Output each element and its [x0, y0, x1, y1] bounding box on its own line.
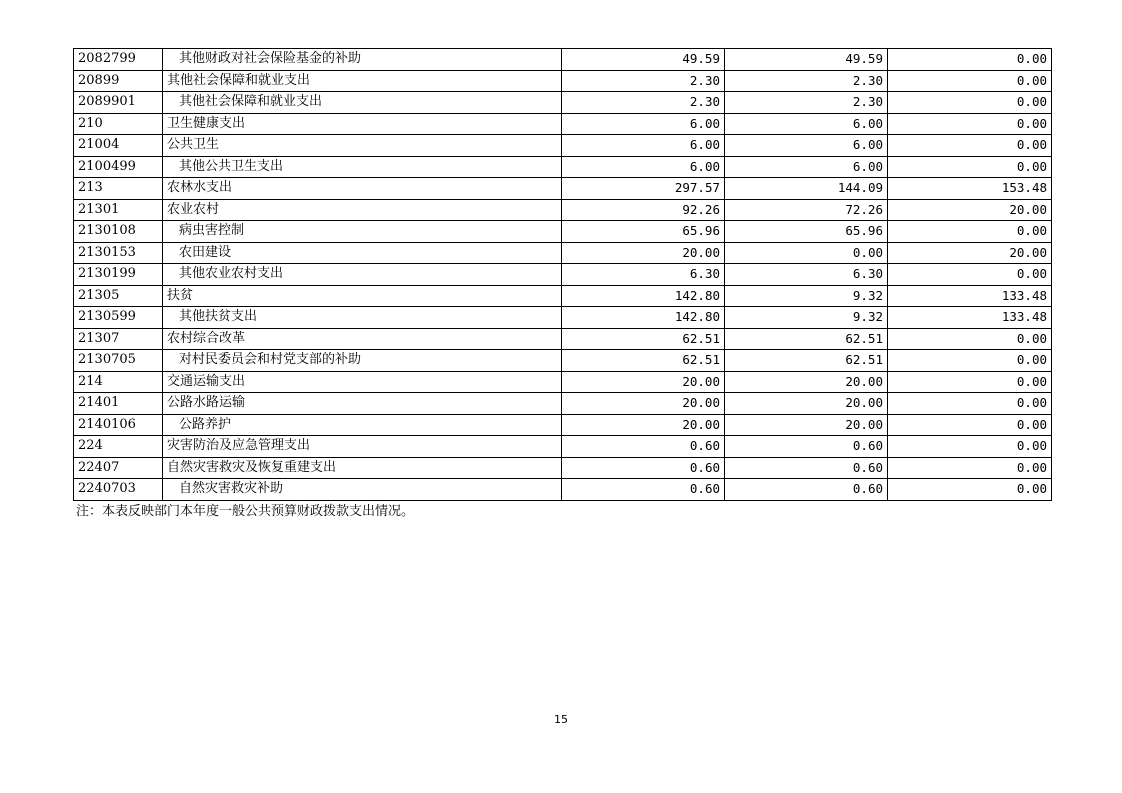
row-item-name: 自然灾害救灾补助 [179, 481, 284, 497]
row-code: 21004 [78, 137, 120, 153]
row-total: 297.57 [674, 180, 720, 196]
table-row [74, 199, 1052, 221]
table-row [74, 393, 1052, 415]
row-item-name: 其他扶贫支出 [179, 309, 258, 325]
row-item-name: 病虫害控制 [179, 223, 245, 239]
table-row [74, 264, 1052, 286]
row-item-name: 其他农业农村支出 [179, 266, 284, 282]
row-basic-expenditure: 72.26 [845, 201, 883, 217]
row-basic-expenditure: 20.00 [845, 395, 883, 411]
row-project-expenditure: 0.00 [1016, 416, 1047, 432]
table-row [74, 242, 1052, 264]
row-item-name: 自然灾害救灾及恢复重建支出 [167, 459, 337, 475]
row-total: 6.30 [689, 266, 720, 282]
row-item-name: 农村综合改革 [167, 330, 246, 346]
row-item-name: 其他社会保障和就业支出 [179, 94, 323, 110]
row-total: 2.30 [689, 94, 720, 110]
row-code: 21401 [78, 395, 120, 411]
row-basic-expenditure: 2.30 [852, 94, 883, 110]
row-item-name: 农业农村 [167, 201, 220, 217]
row-total: 6.00 [689, 115, 720, 131]
row-basic-expenditure: 0.00 [852, 244, 883, 260]
table-row [74, 479, 1052, 501]
row-project-expenditure: 153.48 [1001, 180, 1047, 196]
row-project-expenditure: 0.00 [1016, 481, 1047, 497]
row-basic-expenditure: 6.00 [852, 158, 883, 174]
row-code: 2130199 [78, 266, 136, 282]
table-row [74, 307, 1052, 329]
row-code: 2240703 [78, 481, 136, 497]
row-item-name: 卫生健康支出 [167, 115, 246, 131]
table-row [74, 285, 1052, 307]
row-project-expenditure: 0.00 [1016, 51, 1047, 67]
row-project-expenditure: 20.00 [1009, 201, 1047, 217]
row-total: 20.00 [682, 395, 720, 411]
row-code: 22407 [78, 459, 120, 475]
table-row [74, 328, 1052, 350]
row-total: 0.60 [689, 438, 720, 454]
row-item-name: 公路水路运输 [167, 395, 246, 411]
row-basic-expenditure: 0.60 [852, 438, 883, 454]
row-item-name: 公路养护 [179, 416, 232, 432]
table-row [74, 92, 1052, 114]
row-code: 2082799 [78, 51, 136, 67]
row-total: 0.60 [689, 459, 720, 475]
table-body [74, 49, 1052, 501]
row-project-expenditure: 20.00 [1009, 244, 1047, 260]
row-code: 210 [78, 115, 103, 131]
row-project-expenditure: 0.00 [1016, 459, 1047, 475]
row-total: 6.00 [689, 158, 720, 174]
row-basic-expenditure: 20.00 [845, 373, 883, 389]
row-basic-expenditure: 0.60 [852, 481, 883, 497]
table-row [74, 135, 1052, 157]
row-basic-expenditure: 0.60 [852, 459, 883, 475]
table-row [74, 156, 1052, 178]
row-project-expenditure: 0.00 [1016, 352, 1047, 368]
row-basic-expenditure: 62.51 [845, 352, 883, 368]
row-total: 6.00 [689, 137, 720, 153]
table-row [74, 350, 1052, 372]
row-project-expenditure: 0.00 [1016, 395, 1047, 411]
row-total: 92.26 [682, 201, 720, 217]
row-total: 49.59 [682, 51, 720, 67]
row-total: 142.80 [674, 309, 720, 325]
row-code: 2130705 [78, 352, 136, 368]
row-code: 21307 [78, 330, 120, 346]
row-code: 2130153 [78, 244, 136, 260]
row-code: 213 [78, 180, 103, 196]
row-project-expenditure: 0.00 [1016, 72, 1047, 88]
row-item-name: 农田建设 [179, 244, 232, 260]
row-basic-expenditure: 2.30 [852, 72, 883, 88]
row-total: 62.51 [682, 352, 720, 368]
row-basic-expenditure: 9.32 [852, 287, 883, 303]
row-basic-expenditure: 62.51 [845, 330, 883, 346]
table-row [74, 457, 1052, 479]
row-total: 20.00 [682, 373, 720, 389]
row-item-name: 其他社会保障和就业支出 [167, 72, 311, 88]
row-project-expenditure: 0.00 [1016, 94, 1047, 110]
row-basic-expenditure: 49.59 [845, 51, 883, 67]
table-row [74, 70, 1052, 92]
table-row [74, 113, 1052, 135]
row-total: 20.00 [682, 416, 720, 432]
row-project-expenditure: 0.00 [1016, 330, 1047, 346]
row-total: 142.80 [674, 287, 720, 303]
row-project-expenditure: 0.00 [1016, 223, 1047, 239]
row-basic-expenditure: 6.00 [852, 137, 883, 153]
row-code: 2100499 [78, 158, 136, 174]
row-item-name: 其他公共卫生支出 [179, 158, 284, 174]
row-total: 65.96 [682, 223, 720, 239]
row-item-name: 对村民委员会和村党支部的补助 [179, 352, 362, 368]
table-row [74, 221, 1052, 243]
row-code: 2140106 [78, 416, 136, 432]
row-item-name: 公共卫生 [167, 137, 220, 153]
row-project-expenditure: 133.48 [1001, 287, 1047, 303]
table-row [74, 436, 1052, 458]
row-project-expenditure: 0.00 [1016, 115, 1047, 131]
row-code: 21301 [78, 201, 120, 217]
row-total: 2.30 [689, 72, 720, 88]
table-row [74, 49, 1052, 71]
row-project-expenditure: 0.00 [1016, 266, 1047, 282]
table-row [74, 371, 1052, 393]
row-total: 0.60 [689, 481, 720, 497]
row-item-name: 农林水支出 [167, 180, 233, 196]
table-row [74, 178, 1052, 200]
row-code: 224 [78, 438, 103, 454]
row-basic-expenditure: 65.96 [845, 223, 883, 239]
row-basic-expenditure: 6.00 [852, 115, 883, 131]
row-item-name: 扶贫 [167, 287, 194, 303]
row-project-expenditure: 0.00 [1016, 373, 1047, 389]
row-basic-expenditure: 9.32 [852, 309, 883, 325]
row-code: 214 [78, 373, 103, 389]
row-project-expenditure: 0.00 [1016, 438, 1047, 454]
row-item-name: 其他财政对社会保险基金的补助 [179, 51, 362, 67]
budget-table [73, 48, 1052, 501]
row-code: 2089901 [78, 94, 136, 110]
row-basic-expenditure: 6.30 [852, 266, 883, 282]
table-note: 注：本表反映部门本年度一般公共预算财政拨款支出情况。 [76, 504, 415, 519]
row-total: 20.00 [682, 244, 720, 260]
row-basic-expenditure: 20.00 [845, 416, 883, 432]
row-project-expenditure: 133.48 [1001, 309, 1047, 325]
row-total: 62.51 [682, 330, 720, 346]
page-number: 15 [554, 713, 568, 726]
row-code: 21305 [78, 287, 120, 303]
row-item-name: 交通运输支出 [167, 373, 246, 389]
row-project-expenditure: 0.00 [1016, 158, 1047, 174]
row-code: 2130599 [78, 309, 136, 325]
table-row [74, 414, 1052, 436]
row-project-expenditure: 0.00 [1016, 137, 1047, 153]
row-code: 2130108 [78, 223, 136, 239]
row-code: 20899 [78, 72, 120, 88]
row-item-name: 灾害防治及应急管理支出 [167, 438, 311, 454]
row-basic-expenditure: 144.09 [837, 180, 883, 196]
